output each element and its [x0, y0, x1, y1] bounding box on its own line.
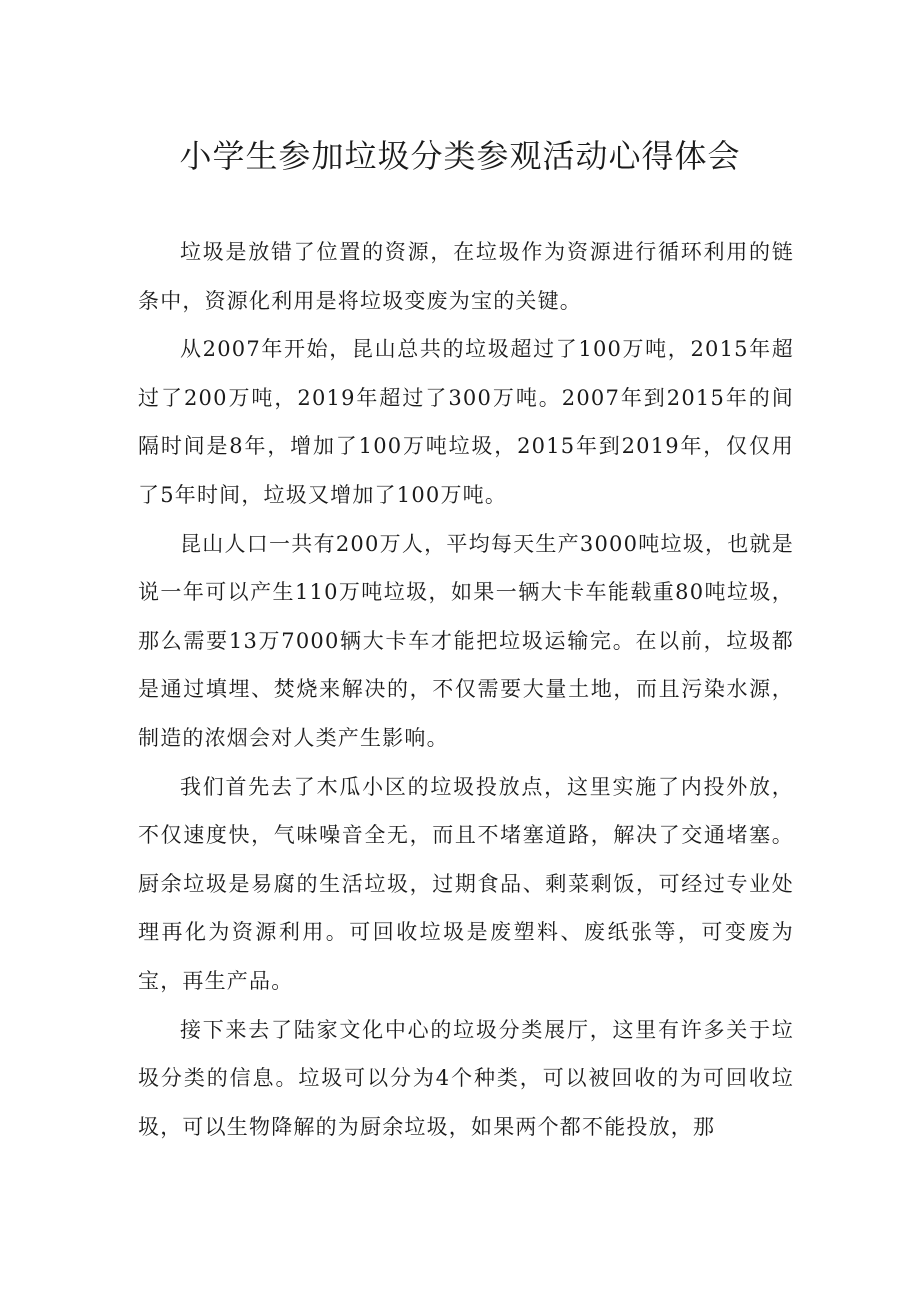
paragraph-3: 昆山人口一共有200万人，平均每天生产3000吨垃圾，也就是说一年可以产生110万吨垃圾，如果一辆大卡车能载重80吨垃圾，那么需要13万7000辆大卡车才能把垃圾运输完。在以前，垃圾都是通过填埋、焚烧来解决的，不仅需要大量土地，而且污染水源，制造的浓烟会对人类产生影响。 — [138, 531, 794, 750]
paragraph-2: 从2007年开始，昆山总共的垃圾超过了100万吨，2015年超过了200万吨，2019年超过了300万吨。2007年到2015年的间隔时间是8年，增加了100万吨垃圾，2015年到2019年，仅仅用了5年时间，垃圾又增加了100万吨。 — [138, 337, 794, 507]
paragraph-1: 垃圾是放错了位置的资源，在垃圾作为资源进行循环利用的链条中，资源化利用是将垃圾变废为宝的关键。 — [138, 240, 794, 313]
document-title: 小学生参加垃圾分类参观活动心得体会 — [179, 137, 741, 175]
paragraph-4: 我们首先去了木瓜小区的垃圾投放点，这里实施了内投外放，不仅速度快，气味噪音全无，而且不堵塞道路，解决了交通堵塞。厨余垃圾是易腐的生活垃圾，过期食品、剩菜剩饭，可经过专业处理再化为资源利用。可回收垃圾是废塑料、废纸张等，可变废为宝，再生产品。 — [138, 774, 794, 993]
paragraph-5: 接下来去了陆家文化中心的垃圾分类展厅，这里有许多关于垃圾分类的信息。垃圾可以分为4个种类，可以被回收的为可回收垃圾，可以生物降解的为厨余垃圾，如果两个都不能投放，那 — [138, 1017, 794, 1139]
document-body — [138, 228, 794, 1151]
